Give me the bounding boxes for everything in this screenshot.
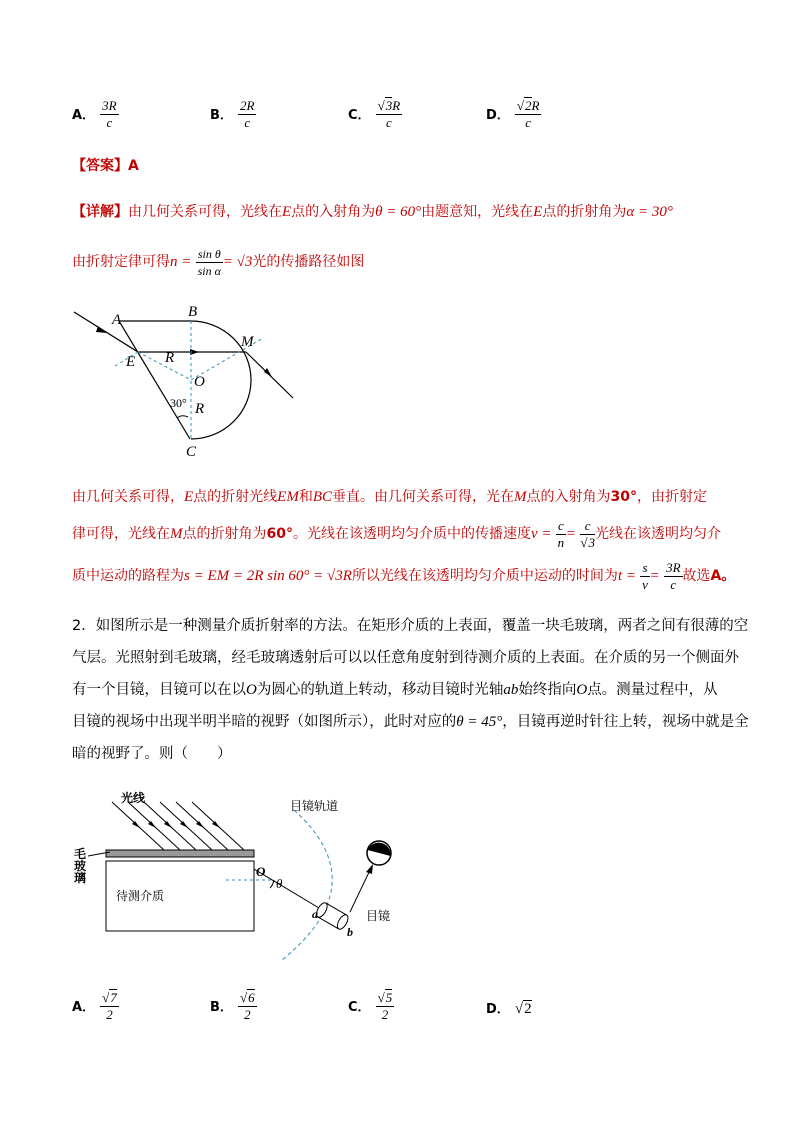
label-o: O bbox=[194, 374, 205, 390]
label-e: E bbox=[126, 354, 136, 370]
label-r2: R bbox=[195, 401, 205, 417]
option-letter: C． bbox=[348, 108, 371, 123]
label-glass-3: 璃 bbox=[74, 871, 87, 885]
q2-option-b bbox=[210, 990, 257, 1023]
label-m: M bbox=[241, 334, 254, 350]
label-medium: 待测介质 bbox=[116, 889, 165, 903]
option-letter: D． bbox=[486, 1002, 510, 1017]
label-b: B bbox=[188, 304, 198, 320]
answer-line bbox=[72, 156, 139, 176]
label-a-point: a bbox=[312, 907, 318, 921]
option-letter: C． bbox=[348, 1000, 371, 1015]
option-fraction: $\frac{√2R}{c}$ bbox=[516, 98, 540, 130]
answer-value: A bbox=[128, 158, 139, 174]
question-2-text: 2．如图所示是一种测量介质折射率的方法。在矩形介质的上表面，覆盖一块毛玻璃，两者之间有很薄的空 气层。光照射到毛玻璃，经毛玻璃透射后可以以任意角度射到待测介质的上表面。在介质的另一个侧面外 有一个目镜，目镜可以在以O为圆心的轨道上转动，移动目镜时光轴ab始终指向O点。测量过程中，从 目镜的视场中出现半明半暗的视野（如图所示），此时对应的θ = 45°，目镜再逆时针往上转，视场中就是全 暗的视野了。则（ ） bbox=[72, 618, 749, 762]
label-light: 光线 bbox=[121, 791, 146, 805]
q2-option-c bbox=[348, 990, 394, 1023]
detail-line-2: 由折射定律可得n = $\frac{\text{sin θ}}{\text{sin α}}$ = √3光的传播路径如图 bbox=[72, 246, 365, 278]
label-glass-1: 毛 bbox=[74, 847, 87, 861]
option-letter: B． bbox=[210, 1000, 233, 1015]
q1-option-b bbox=[210, 98, 256, 131]
q2-option-a bbox=[72, 990, 119, 1023]
explain-line-1: 由几何关系可得，E点的折射光线EM和BC垂直。由几何关系可得，光在M点的入射角为30°，由折射定 bbox=[72, 489, 707, 505]
option-letter: D． bbox=[486, 108, 510, 123]
label-eyepiece: 目镜 bbox=[366, 909, 391, 923]
option-letter: B． bbox=[210, 108, 233, 123]
figure-2-diagram bbox=[66, 784, 406, 964]
label-glass-2: 玻 bbox=[74, 859, 87, 873]
option-fraction: $\frac{√5}{2}$ bbox=[377, 990, 393, 1022]
explain-line-2: 律可得，光线在M点的折射角为60°。光线在该透明均匀介质中的传播速度v = $\frac{c}{n}$ = $\frac{c}{√3}$ 光线在该透明均匀介 bbox=[72, 517, 721, 550]
label-r1: R bbox=[165, 350, 175, 366]
option-letter: A． bbox=[72, 1000, 96, 1015]
explain-line-3: 质中运动的路程为s = EM = 2R sin 60° = √3R所以光线在该透明均匀介质中运动的时间为t = $\frac{s}{v}$ = $\frac{3R}{c}$ 故选A。 bbox=[72, 559, 736, 592]
snell-fraction: $\frac{\text{sin θ}}{\text{sin α}}$ bbox=[197, 246, 221, 278]
label-angle: 30° bbox=[170, 396, 187, 410]
answer-label: 【答案】 bbox=[72, 158, 128, 174]
detail-line-1: 【详解】由几何关系可得，光线在E点的入射角为θ = 60°由题意知，光线在E点的折射角为α = 30° bbox=[72, 204, 673, 220]
option-fraction: $\frac{√7}{2}$ bbox=[102, 990, 117, 1022]
label-theta: θ bbox=[276, 876, 283, 891]
option-letter: A． bbox=[72, 108, 96, 123]
option-fraction: $\frac{√6}{2}$ bbox=[240, 990, 255, 1022]
option-fraction: $\frac{2R}{c}$ bbox=[240, 98, 255, 130]
label-b-point: b bbox=[347, 925, 353, 939]
option-fraction: $\frac{√3R}{c}$ bbox=[377, 98, 401, 130]
q2-option-d: D． √2 bbox=[486, 1001, 532, 1017]
label-track: 目镜轨道 bbox=[290, 799, 339, 813]
detail-label: 【详解】 bbox=[72, 204, 128, 220]
label-c: C bbox=[186, 444, 197, 460]
option-fraction: $\frac{3R}{c}$ bbox=[102, 98, 117, 130]
q1-option-c bbox=[348, 98, 402, 131]
figure-1-diagram bbox=[60, 298, 310, 464]
q1-option-d bbox=[486, 98, 541, 131]
q1-option-a bbox=[72, 98, 119, 131]
label-o: O bbox=[256, 864, 266, 879]
label-a: A bbox=[112, 312, 122, 328]
